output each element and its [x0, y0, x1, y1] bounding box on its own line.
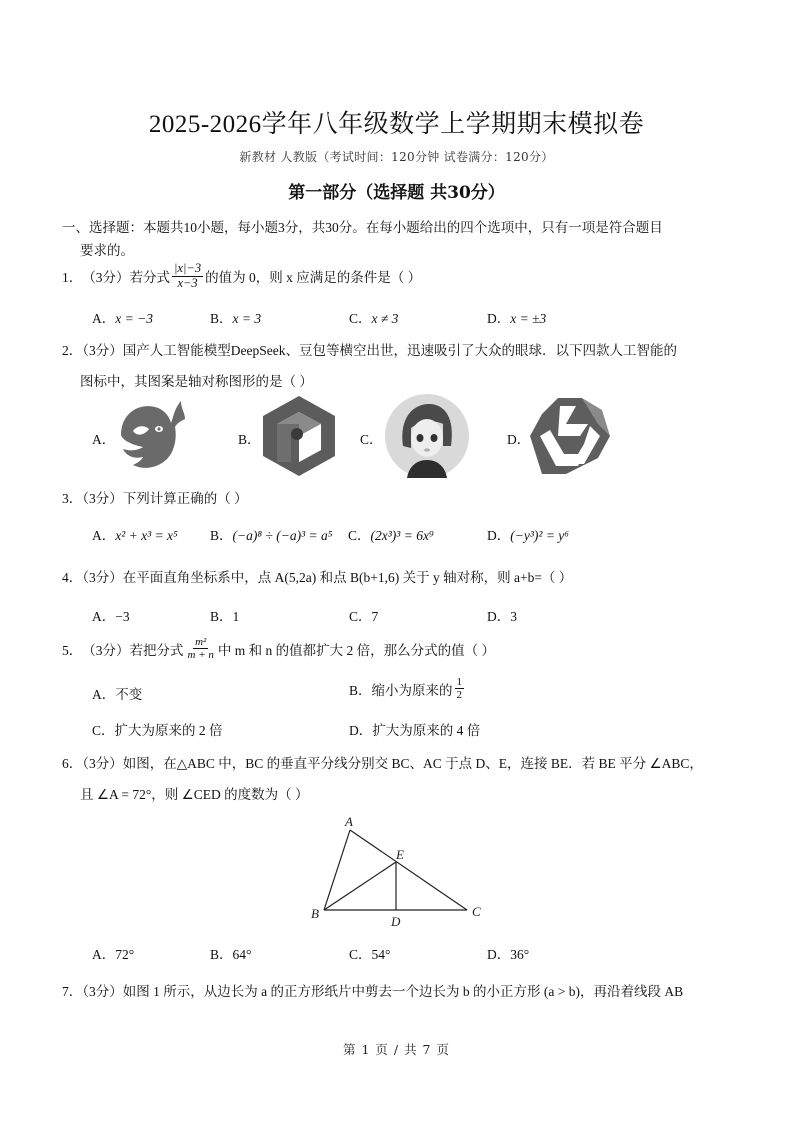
page-number: 第 1 页 / 共 7 页 [343, 1042, 450, 1057]
option-label: B． [210, 947, 233, 962]
question-1-option-a[interactable] [92, 307, 153, 327]
question-score: （3分） [82, 984, 123, 999]
exam-title: 2025-2026学年八年级数学上学期期末模拟卷 [148, 111, 645, 138]
option-text: 3 [510, 609, 517, 624]
question-6-option-a[interactable] [92, 943, 134, 963]
fraction-denominator: 2 [456, 689, 463, 702]
option-label: C． [349, 947, 372, 962]
fraction [186, 636, 216, 661]
option-text: 54° [371, 947, 391, 962]
question-text: 国产人工智能模型DeepSeek、豆包等横空出世，迅速吸引了大众的眼球．以下四款人工智能的 [122, 343, 677, 358]
option-text: 缩小为原来的 [371, 682, 453, 698]
question-4-option-b[interactable] [210, 605, 239, 625]
question-number: 7． [62, 984, 83, 999]
question-text: 的值为 0，则 x 应满足的条件是（ ） [205, 270, 422, 286]
option-label: B． [349, 682, 372, 698]
option-text: x = ±3 [510, 311, 547, 326]
option-text: x ≠ 3 [371, 311, 399, 326]
question-text: 下列计算正确的（ ） [122, 491, 248, 506]
section-instructions-line1: 一、选择题：本题共10小题，每小题3分，共30分。在每小题给出的四个选项中，只有一项是符合题目 [62, 220, 663, 235]
question-5-option-c[interactable] [92, 719, 223, 739]
question-5-stem [62, 636, 495, 661]
option-label: C． [349, 609, 372, 624]
question-5-option-d[interactable] [349, 719, 480, 739]
question-score: （3分） [82, 642, 130, 658]
option-text: 7 [371, 609, 379, 624]
option-text: x = −3 [115, 311, 153, 326]
exam-subtitle: 新教材 人教版（考试时间：120分钟 试卷满分：120分） [239, 150, 554, 164]
point-e-label: E [396, 847, 404, 862]
question-score: （3分） [82, 756, 123, 771]
question-2-option-b-label[interactable]: B． [238, 432, 261, 447]
question-6-stem-line2: 且 ∠A = 72°，则 ∠CED 的度数为（ ） [80, 787, 309, 802]
question-text: 如图 1 所示，从边长为 a 的正方形纸片中剪去一个边长为 b 的小正方形 (a > b)，再沿着线段 AB [122, 984, 684, 999]
question-2-option-c-label[interactable]: C． [360, 432, 383, 447]
cartoon-girl-avatar-icon[interactable] [385, 394, 469, 478]
question-2-option-a-label[interactable]: A． [92, 432, 116, 447]
question-1-option-c[interactable] [349, 307, 398, 327]
question-score: （3分） [82, 270, 130, 286]
question-4-option-c[interactable] [349, 605, 378, 625]
option-text: (−a)⁸ ÷ (−a)³ = a⁵ [232, 528, 333, 543]
part-title: 第一部分（选择题 共30分） [288, 183, 505, 203]
question-6-option-b[interactable] [210, 943, 251, 963]
question-6-option-c[interactable] [349, 943, 390, 963]
question-number: 4． [62, 570, 83, 585]
fraction-numerator: |x|−3 [174, 261, 202, 275]
option-label: A． [92, 528, 116, 543]
fraction [172, 262, 203, 291]
option-text: 1 [232, 609, 240, 624]
option-label: B． [210, 311, 233, 326]
question-text: 在平面直角坐标系中，点 A(5,2a) 和点 B(b+1,6) 关于 y 轴对称，则 a+b=（ ） [122, 570, 573, 585]
question-number: 6． [62, 756, 83, 771]
option-text: (2x³)³ = 6x⁹ [370, 528, 434, 543]
option-label: D． [349, 723, 373, 738]
question-4-stem [62, 566, 572, 586]
question-3-option-d[interactable] [487, 524, 569, 544]
option-text: 不变 [115, 687, 143, 702]
question-4-option-d[interactable] [487, 605, 517, 625]
option-text: x = 3 [232, 311, 262, 326]
point-b-label: B [311, 906, 319, 921]
option-label: C． [349, 311, 372, 326]
option-label: A． [92, 687, 116, 702]
question-4-option-a[interactable] [92, 605, 130, 625]
option-text: 扩大为原来的 2 倍 [114, 723, 223, 738]
question-7-stem-line1 [62, 980, 683, 1000]
question-1-option-b[interactable] [210, 307, 261, 327]
option-label: C． [92, 723, 115, 738]
question-3-option-c[interactable] [348, 524, 434, 544]
option-text: 72° [115, 947, 135, 962]
option-text: x² + x³ = x⁵ [115, 528, 178, 543]
option-label: A． [92, 947, 116, 962]
question-number: 3． [62, 491, 83, 506]
triangle-figure [305, 810, 495, 930]
question-3-option-a[interactable] [92, 524, 178, 544]
question-number: 2． [62, 343, 83, 358]
question-score: （3分） [82, 570, 123, 585]
question-3-option-b[interactable] [210, 524, 332, 544]
question-2-stem-line2: 图标中，其图案是轴对称图形的是（ ） [80, 374, 313, 389]
question-5-option-a[interactable] [92, 683, 142, 703]
point-c-label: C [472, 904, 481, 919]
question-2-stem-line1 [62, 339, 677, 359]
hexagon-cube-logo-icon[interactable] [261, 394, 337, 478]
deepseek-whale-logo-icon[interactable] [115, 395, 187, 475]
option-label: D． [487, 528, 511, 543]
option-label: A． [92, 609, 116, 624]
question-5-option-b[interactable] [349, 676, 466, 701]
question-number: 5． [62, 642, 83, 658]
question-6-option-d[interactable] [487, 943, 529, 963]
question-text: 如图，在△ABC 中，BC 的垂直平分线分别交 BC、AC 于点 D、E，连接 BE．若 BE 平分 ∠ABC， [122, 756, 703, 771]
option-label: B． [210, 528, 233, 543]
fraction-denominator: m + n [187, 649, 214, 662]
question-2-option-d-label[interactable]: D． [507, 432, 531, 447]
option-label: D． [487, 311, 511, 326]
fraction-denominator: x−3 [177, 275, 198, 290]
option-text: −3 [115, 609, 130, 624]
question-text: 中 m 和 n 的值都扩大 2 倍，那么分式的值（ ） [217, 642, 496, 658]
option-label: D． [487, 947, 511, 962]
point-d-label: D [391, 914, 401, 929]
option-label: D． [487, 609, 511, 624]
question-text: 若把分式 [129, 642, 184, 658]
question-number: 1． [62, 270, 83, 286]
question-score: （3分） [82, 491, 123, 506]
option-text: 36° [510, 947, 530, 962]
point-a-label: A [345, 814, 353, 829]
option-text: 64° [232, 947, 252, 962]
option-label: A． [92, 311, 116, 326]
fraction [455, 676, 465, 701]
fraction-numerator: 1 [456, 676, 463, 688]
qwen-star-logo-icon[interactable] [528, 396, 612, 476]
question-text: 若分式 [129, 270, 170, 286]
section-instructions-line2: 要求的。 [80, 243, 134, 258]
option-text: (−y³)² = y⁶ [510, 528, 569, 543]
question-1-stem [62, 262, 421, 291]
question-3-stem [62, 487, 248, 507]
question-1-option-d[interactable] [487, 307, 546, 327]
question-6-stem-line1 [62, 752, 703, 772]
fraction-numerator: m² [195, 636, 207, 648]
question-score: （3分） [82, 343, 123, 358]
option-label: C． [348, 528, 371, 543]
option-label: B． [210, 609, 233, 624]
option-text: 扩大为原来的 4 倍 [372, 723, 481, 738]
